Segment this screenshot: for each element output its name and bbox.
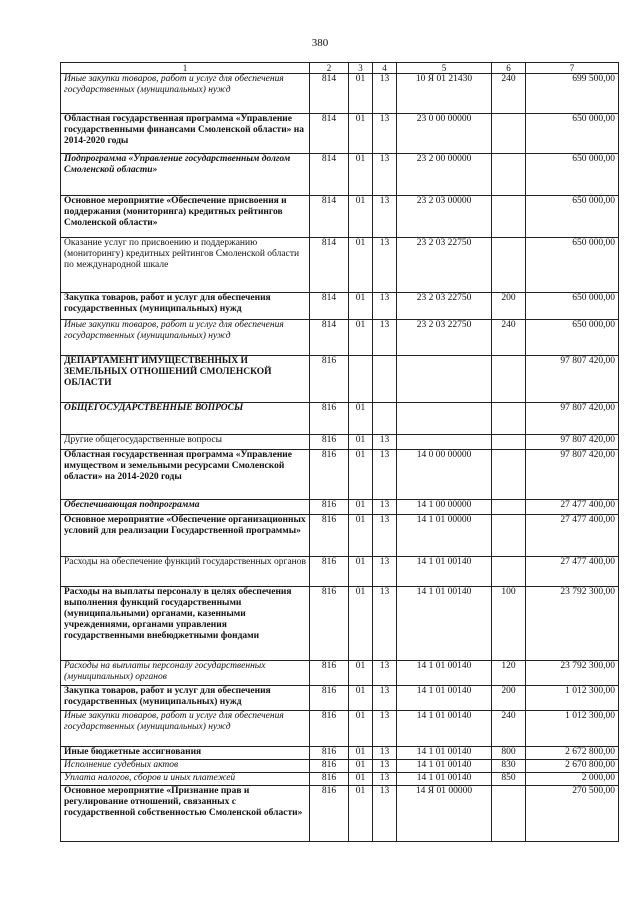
row-admin-code-cell: 816 xyxy=(310,786,349,842)
row-target-article-cell: 14 1 01 00140 xyxy=(397,711,492,747)
row-admin-code-cell: 814 xyxy=(310,154,349,196)
row-amount-cell: 650 000,00 xyxy=(526,293,619,320)
row-expense-type-cell: 800 xyxy=(492,747,526,760)
row-admin-code-cell: 816 xyxy=(310,686,349,711)
row-expense-type-cell xyxy=(492,238,526,293)
row-admin-code-cell: 816 xyxy=(310,711,349,747)
row-expense-type-cell: 200 xyxy=(492,686,526,711)
row-target-article-cell: 14 1 01 00140 xyxy=(397,686,492,711)
row-expense-type-cell: 850 xyxy=(492,773,526,786)
table-row xyxy=(61,786,619,842)
row-admin-code-cell: 816 xyxy=(310,450,349,500)
row-name-cell: Основное мероприятие «Обеспечение присвоения и поддержания (мониторинга) кредитных рейтингов Смоленской области» xyxy=(61,196,310,238)
row-admin-code-cell: 816 xyxy=(310,557,349,587)
row-subsection-cell: 13 xyxy=(373,114,397,154)
row-section-cell: 01 xyxy=(349,450,373,500)
row-admin-code-cell: 814 xyxy=(310,320,349,356)
row-amount-cell: 2 670 800,00 xyxy=(526,760,619,773)
row-target-article-cell: 14 1 01 00140 xyxy=(397,587,492,661)
row-subsection-cell: 13 xyxy=(373,686,397,711)
row-target-article-cell: 14 0 00 00000 xyxy=(397,450,492,500)
row-amount-cell: 27 477 400,00 xyxy=(526,500,619,515)
row-section-cell: 01 xyxy=(349,557,373,587)
table-row xyxy=(61,403,619,435)
row-subsection-cell: 13 xyxy=(373,500,397,515)
row-amount-cell: 97 807 420,00 xyxy=(526,450,619,500)
row-section-cell: 01 xyxy=(349,500,373,515)
row-amount-cell: 650 000,00 xyxy=(526,114,619,154)
row-expense-type-cell xyxy=(492,114,526,154)
row-target-article-cell: 14 Я 01 00000 xyxy=(397,786,492,842)
row-target-article-cell: 10 Я 01 21430 xyxy=(397,74,492,114)
row-section-cell: 01 xyxy=(349,760,373,773)
row-name-cell: Обеспечивающая подпрограмма xyxy=(61,500,310,515)
row-target-article-cell: 23 2 03 22750 xyxy=(397,320,492,356)
row-section-cell: 01 xyxy=(349,238,373,293)
row-subsection-cell: 13 xyxy=(373,74,397,114)
row-admin-code-cell: 816 xyxy=(310,515,349,557)
table-row xyxy=(61,557,619,587)
row-admin-code-cell: 816 xyxy=(310,403,349,435)
row-name-cell: Закупка товаров, работ и услуг для обеспечения государственных (муниципальных) нужд xyxy=(61,293,310,320)
row-section-cell: 01 xyxy=(349,403,373,435)
table-row xyxy=(61,587,619,661)
row-target-article-cell: 14 1 01 00000 xyxy=(397,515,492,557)
row-target-article-cell: 14 1 01 00140 xyxy=(397,773,492,786)
row-name-cell: Уплата налогов, сборов и иных платежей xyxy=(61,773,310,786)
row-amount-cell: 699 500,00 xyxy=(526,74,619,114)
table-row xyxy=(61,238,619,293)
row-expense-type-cell: 240 xyxy=(492,74,526,114)
row-expense-type-cell xyxy=(492,435,526,450)
row-name-cell: Исполнение судебных актов xyxy=(61,760,310,773)
row-subsection-cell: 13 xyxy=(373,515,397,557)
table-row xyxy=(61,320,619,356)
row-target-article-cell: 14 1 01 00140 xyxy=(397,557,492,587)
row-amount-cell: 1 012 300,00 xyxy=(526,686,619,711)
row-admin-code-cell: 816 xyxy=(310,587,349,661)
row-subsection-cell: 13 xyxy=(373,320,397,356)
row-section-cell: 01 xyxy=(349,74,373,114)
row-name-cell: Закупка товаров, работ и услуг для обеспечения государственных (муниципальных) нужд xyxy=(61,686,310,711)
table-row xyxy=(61,760,619,773)
row-section-cell: 01 xyxy=(349,154,373,196)
row-admin-code-cell: 816 xyxy=(310,500,349,515)
row-expense-type-cell: 200 xyxy=(492,293,526,320)
table-row xyxy=(61,356,619,403)
row-subsection-cell xyxy=(373,403,397,435)
row-name-cell: Подпрограмма «Управление государственным долгом Смоленской области» xyxy=(61,154,310,196)
row-name-cell: Иные закупки товаров, работ и услуг для обеспечения государственных (муниципальных) нужд xyxy=(61,74,310,114)
row-target-article-cell: 14 1 01 00140 xyxy=(397,747,492,760)
row-section-cell: 01 xyxy=(349,435,373,450)
row-subsection-cell: 13 xyxy=(373,661,397,686)
row-name-cell: Расходы на выплаты персоналу в целях обеспечения выполнения функций государственными (муниципальными) органами, казенными учреждениями, органами управления государственными внебюджетными фондами xyxy=(61,587,310,661)
row-name-cell: Иные закупки товаров, работ и услуг для обеспечения государственных (муниципальных) нужд xyxy=(61,711,310,747)
row-amount-cell: 27 477 400,00 xyxy=(526,515,619,557)
row-name-cell: Расходы на обеспечение функций государственных органов xyxy=(61,557,310,587)
table-row xyxy=(61,74,619,114)
row-section-cell: 01 xyxy=(349,320,373,356)
row-section-cell: 01 xyxy=(349,786,373,842)
row-admin-code-cell: 816 xyxy=(310,435,349,450)
row-section-cell: 01 xyxy=(349,293,373,320)
row-target-article-cell: 14 1 01 00140 xyxy=(397,760,492,773)
col-header-2: 2 xyxy=(310,63,349,74)
row-subsection-cell: 13 xyxy=(373,747,397,760)
row-amount-cell: 270 500,00 xyxy=(526,786,619,842)
table-row xyxy=(61,773,619,786)
row-amount-cell: 97 807 420,00 xyxy=(526,356,619,403)
row-name-cell: Иные закупки товаров, работ и услуг для обеспечения государственных (муниципальных) нужд xyxy=(61,320,310,356)
table-row xyxy=(61,500,619,515)
row-expense-type-cell xyxy=(492,450,526,500)
row-expense-type-cell xyxy=(492,154,526,196)
row-expense-type-cell xyxy=(492,557,526,587)
row-amount-cell: 1 012 300,00 xyxy=(526,711,619,747)
row-subsection-cell: 13 xyxy=(373,435,397,450)
row-admin-code-cell: 816 xyxy=(310,356,349,403)
row-section-cell: 01 xyxy=(349,661,373,686)
row-admin-code-cell: 816 xyxy=(310,773,349,786)
table-body xyxy=(61,74,619,842)
row-amount-cell: 650 000,00 xyxy=(526,196,619,238)
col-header-5: 5 xyxy=(397,63,492,74)
table-header-row xyxy=(61,63,619,74)
row-expense-type-cell xyxy=(492,196,526,238)
table-row xyxy=(61,747,619,760)
row-expense-type-cell: 240 xyxy=(492,711,526,747)
row-subsection-cell: 13 xyxy=(373,154,397,196)
row-admin-code-cell: 814 xyxy=(310,74,349,114)
row-amount-cell: 650 000,00 xyxy=(526,320,619,356)
row-section-cell: 01 xyxy=(349,686,373,711)
row-admin-code-cell: 816 xyxy=(310,747,349,760)
col-header-3: 3 xyxy=(349,63,373,74)
table-row xyxy=(61,515,619,557)
row-amount-cell: 97 807 420,00 xyxy=(526,435,619,450)
row-name-cell: Основное мероприятие «Обеспечение организационных условий для реализации Государственной программы» xyxy=(61,515,310,557)
row-name-cell: Иные бюджетные ассигнования xyxy=(61,747,310,760)
row-name-cell: Другие общегосударственные вопросы xyxy=(61,435,310,450)
row-subsection-cell: 13 xyxy=(373,196,397,238)
row-subsection-cell: 13 xyxy=(373,711,397,747)
row-subsection-cell: 13 xyxy=(373,450,397,500)
table-row xyxy=(61,196,619,238)
row-section-cell: 01 xyxy=(349,587,373,661)
row-expense-type-cell xyxy=(492,786,526,842)
col-header-6: 6 xyxy=(492,63,526,74)
row-subsection-cell: 13 xyxy=(373,760,397,773)
table-row xyxy=(61,293,619,320)
row-amount-cell: 2 672 800,00 xyxy=(526,747,619,760)
row-subsection-cell xyxy=(373,356,397,403)
table-row xyxy=(61,154,619,196)
col-header-4: 4 xyxy=(373,63,397,74)
row-name-cell: Основное мероприятие «Признание прав и регулирование отношений, связанных с государственной собственностью Смоленской области» xyxy=(61,786,310,842)
row-subsection-cell: 13 xyxy=(373,773,397,786)
row-expense-type-cell xyxy=(492,500,526,515)
row-target-article-cell xyxy=(397,356,492,403)
row-target-article-cell: 23 2 00 00000 xyxy=(397,154,492,196)
table-row xyxy=(61,686,619,711)
row-admin-code-cell: 816 xyxy=(310,661,349,686)
row-admin-code-cell: 814 xyxy=(310,293,349,320)
col-header-7: 7 xyxy=(526,63,619,74)
row-section-cell: 01 xyxy=(349,515,373,557)
row-section-cell: 01 xyxy=(349,114,373,154)
row-name-cell: Областная государственная программа «Управление государственными финансами Смоленской области» на 2014-2020 годы xyxy=(61,114,310,154)
row-target-article-cell: 14 1 00 00000 xyxy=(397,500,492,515)
row-target-article-cell: 23 2 03 22750 xyxy=(397,293,492,320)
row-target-article-cell xyxy=(397,435,492,450)
row-subsection-cell: 13 xyxy=(373,293,397,320)
row-name-cell: Оказание услуг по присвоению и поддержанию (мониторингу) кредитных рейтингов Смоленской области по международной шкале xyxy=(61,238,310,293)
row-section-cell: 01 xyxy=(349,711,373,747)
table-row xyxy=(61,661,619,686)
row-admin-code-cell: 814 xyxy=(310,238,349,293)
row-subsection-cell: 13 xyxy=(373,557,397,587)
row-target-article-cell: 23 2 03 00000 xyxy=(397,196,492,238)
row-amount-cell: 27 477 400,00 xyxy=(526,557,619,587)
row-expense-type-cell: 830 xyxy=(492,760,526,773)
row-amount-cell: 97 807 420,00 xyxy=(526,403,619,435)
row-subsection-cell: 13 xyxy=(373,238,397,293)
table-row xyxy=(61,435,619,450)
col-header-1: 1 xyxy=(61,63,310,74)
budget-table xyxy=(60,62,619,842)
row-target-article-cell: 23 0 00 00000 xyxy=(397,114,492,154)
row-target-article-cell: 14 1 01 00140 xyxy=(397,661,492,686)
table-row xyxy=(61,450,619,500)
row-amount-cell: 23 792 300,00 xyxy=(526,661,619,686)
table-row xyxy=(61,711,619,747)
row-target-article-cell xyxy=(397,403,492,435)
row-expense-type-cell xyxy=(492,403,526,435)
row-expense-type-cell xyxy=(492,356,526,403)
row-admin-code-cell: 816 xyxy=(310,760,349,773)
table-row xyxy=(61,114,619,154)
row-expense-type-cell: 100 xyxy=(492,587,526,661)
row-admin-code-cell: 814 xyxy=(310,196,349,238)
row-name-cell: Расходы на выплаты персоналу государственных (муниципальных) органов xyxy=(61,661,310,686)
row-subsection-cell: 13 xyxy=(373,786,397,842)
row-amount-cell: 650 000,00 xyxy=(526,154,619,196)
row-expense-type-cell: 120 xyxy=(492,661,526,686)
row-amount-cell: 23 792 300,00 xyxy=(526,587,619,661)
row-expense-type-cell: 240 xyxy=(492,320,526,356)
row-amount-cell: 2 000,00 xyxy=(526,773,619,786)
row-admin-code-cell: 814 xyxy=(310,114,349,154)
row-section-cell: 01 xyxy=(349,773,373,786)
row-section-cell xyxy=(349,356,373,403)
row-section-cell: 01 xyxy=(349,747,373,760)
row-subsection-cell: 13 xyxy=(373,587,397,661)
row-target-article-cell: 23 2 03 22750 xyxy=(397,238,492,293)
row-name-cell: ДЕПАРТАМЕНТ ИМУЩЕСТВЕННЫХ И ЗЕМЕЛЬНЫХ ОТНОШЕНИЙ СМОЛЕНСКОЙ ОБЛАСТИ xyxy=(61,356,310,403)
row-name-cell: Областная государственная программа «Управление имуществом и земельными ресурсами Смоленской области» на 2014-2020 годы xyxy=(61,450,310,500)
page-number: 380 xyxy=(311,37,329,49)
row-section-cell: 01 xyxy=(349,196,373,238)
row-amount-cell: 650 000,00 xyxy=(526,238,619,293)
row-expense-type-cell xyxy=(492,515,526,557)
row-name-cell: ОБЩЕГОСУДАРСТВЕННЫЕ ВОПРОСЫ xyxy=(61,403,310,435)
